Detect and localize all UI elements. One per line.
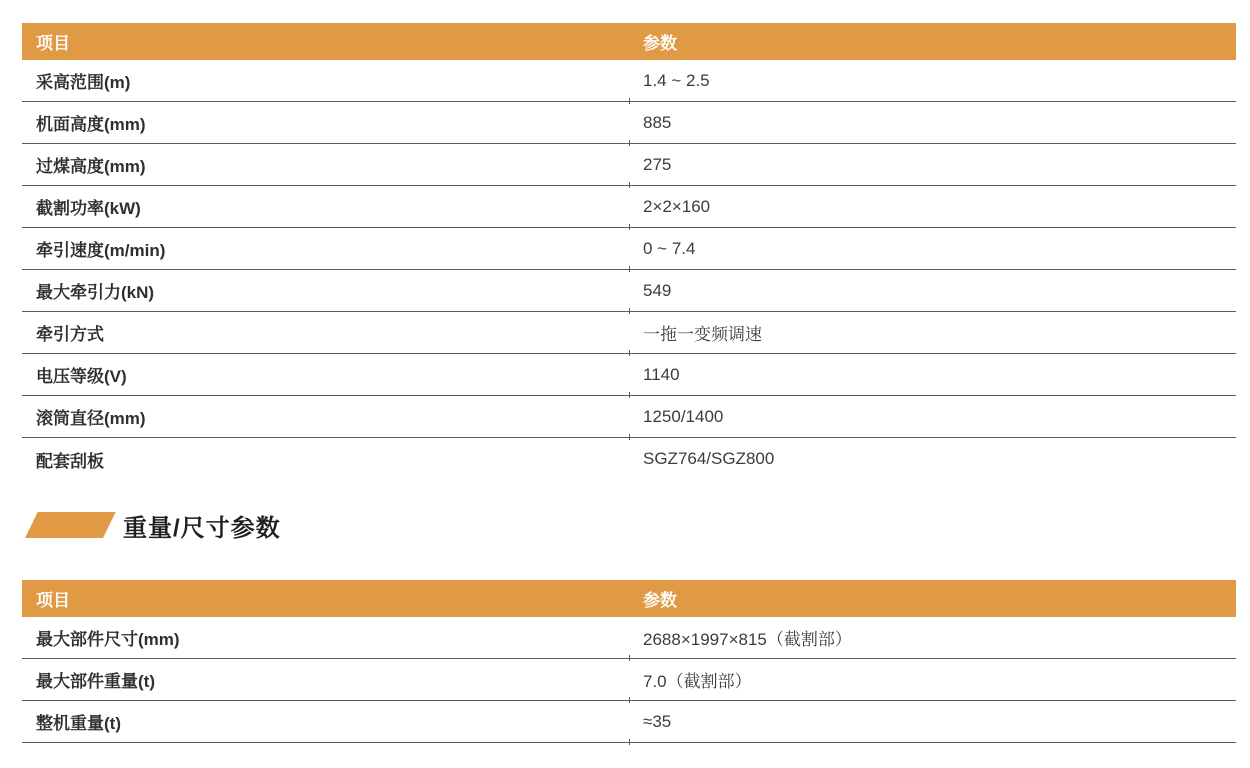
row-label: 采高范围(m): [36, 73, 131, 92]
header-param-cell: 参数: [643, 34, 677, 53]
row-label: 机面高度(mm): [36, 115, 146, 134]
row-value: 7.0（截割部）: [643, 672, 752, 691]
header-item-cell: 项目: [36, 34, 70, 53]
table-row: [22, 438, 1236, 480]
row-label: 整机重量(t): [36, 714, 121, 733]
table-row: [22, 659, 1236, 701]
main-spec-table: [22, 23, 1236, 480]
table-row: [22, 354, 1236, 396]
parallelogram-marker-icon: [25, 512, 116, 538]
row-value: SGZ764/SGZ800: [643, 449, 775, 468]
row-label: 牵引方式: [36, 325, 104, 344]
row-label: 配套刮板: [36, 451, 104, 471]
table-row: [22, 270, 1236, 312]
row-value: 2×2×160: [643, 196, 711, 216]
weight-spec-table: [22, 580, 1236, 743]
table-row: [22, 186, 1236, 228]
row-value: 275: [643, 154, 672, 174]
row-label: 滚筒直径(mm): [36, 409, 146, 428]
table-row: [22, 312, 1236, 354]
row-value: 885: [643, 112, 672, 132]
table-header-row: [22, 23, 1236, 60]
header-item-cell: 项目: [36, 591, 70, 610]
section-title: 重量/尺寸参数: [123, 514, 281, 542]
row-value: 0 ~ 7.4: [643, 238, 696, 258]
row-label: 最大部件尺寸(mm): [36, 630, 180, 649]
row-value: 一拖一变频调速: [643, 325, 762, 344]
table-row: [22, 701, 1236, 743]
table-row: [22, 396, 1236, 438]
row-label: 牵引速度(m/min): [36, 241, 166, 260]
row-value: 549: [643, 280, 672, 300]
section-heading: [25, 503, 281, 547]
table-row: [22, 60, 1236, 102]
row-value: 1140: [643, 364, 680, 384]
row-value: 1.4 ~ 2.5: [643, 70, 710, 90]
table-row: [22, 617, 1236, 659]
row-label: 最大牵引力(kN): [36, 283, 155, 302]
table-header-row: [22, 580, 1236, 617]
row-value: 1250/1400: [643, 406, 724, 426]
row-label: 电压等级(V): [36, 367, 127, 386]
row-label: 过煤高度(mm): [36, 157, 146, 176]
row-value: 2688×1997×815（截割部）: [643, 630, 852, 649]
table-row: [22, 228, 1236, 270]
table-row: [22, 144, 1236, 186]
row-label: 截割功率(kW): [36, 199, 141, 218]
table-row: [22, 102, 1236, 144]
row-label: 最大部件重量(t): [36, 672, 155, 691]
header-param-cell: 参数: [643, 591, 677, 610]
row-value: ≈35: [643, 711, 672, 731]
